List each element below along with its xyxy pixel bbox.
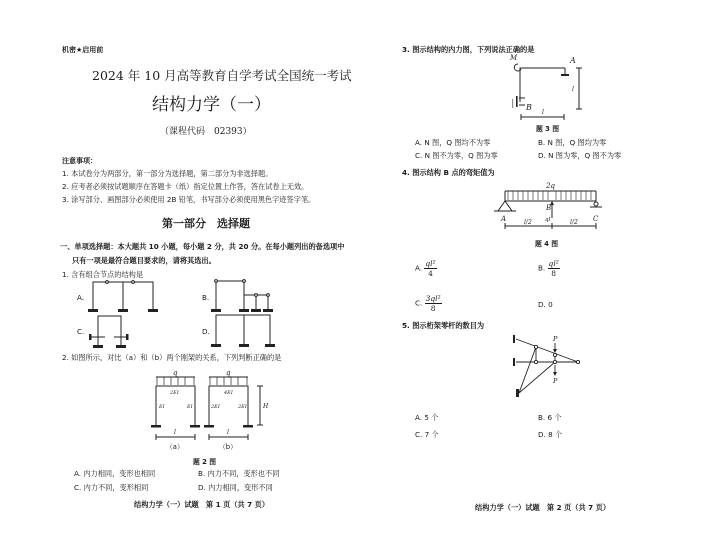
- q3-span: l: [542, 109, 544, 116]
- q2-caption: 题 2 图: [193, 458, 217, 466]
- page-2-footer: 结构力学（一）试题 第 2 页（共 7 页）: [475, 503, 611, 512]
- q3-caption: 题 3 图: [536, 125, 560, 133]
- q2-b-label: （b）: [219, 443, 237, 451]
- q2-b-height: H: [263, 403, 269, 410]
- q3-moment: M: [510, 54, 518, 62]
- course-code: （课程代码 02393）: [160, 127, 252, 137]
- q2-load-a: q: [173, 369, 178, 377]
- part-title: 第一部分 选择题: [162, 217, 250, 230]
- q5-option-c[interactable]: C. 7 个: [415, 430, 439, 439]
- q2-b-col-right: 2EI: [238, 404, 247, 410]
- option-label: B.: [538, 263, 546, 273]
- q4-load: 2q: [546, 182, 555, 190]
- q2-b-beam: 4EI: [224, 390, 233, 396]
- q3-stem: 3. 图示结构的内力图，下列说法正确的是: [402, 45, 535, 54]
- q2-a-label: （a）: [166, 443, 184, 451]
- q3-option-d[interactable]: D. N 图为零，Q 图不为零: [538, 151, 622, 160]
- fraction: $\frac{\text{3ql²}}{8}$: [425, 294, 441, 313]
- q5-stem: 5. 图示桁架零杆的数目为: [402, 321, 485, 330]
- q1-option-a[interactable]: A.: [77, 293, 85, 302]
- notice-item: 1. 本试卷分为两部分，第一部分为选择题，第二部分为非选择题。: [62, 169, 273, 178]
- notice-item: 2. 应考者必须按试题顺序在答题卡（纸）指定位置上作答，答在试卷上无效。: [62, 182, 309, 191]
- q2-a-span: l: [174, 429, 176, 436]
- q2-b-span: l: [227, 429, 229, 436]
- q3-option-b[interactable]: B. N 图，Q 图均为零: [538, 138, 607, 147]
- section-intro-cont: 只有一项是最符合题目要求的，请将其选出。: [72, 256, 216, 265]
- q1-option-b[interactable]: B.: [202, 293, 210, 302]
- q3-option-a[interactable]: A. N 图，Q 图均不为零: [415, 138, 491, 147]
- notice-item: 3. 涂写部分、画图部分必须使用 2B 铅笔，书写部分必须使用黑色字迹签字笔。: [62, 195, 316, 204]
- q5-option-a[interactable]: A. 5 个: [415, 413, 439, 422]
- q4-point-a: A: [501, 215, 507, 223]
- q4-caption: 题 4 图: [535, 240, 559, 248]
- q5-load-bottom: P: [553, 377, 558, 385]
- q2-a-col-left: EI: [159, 404, 165, 410]
- q1-option-c[interactable]: C.: [77, 327, 85, 336]
- page-1-footer: 结构力学（一）试题 第 1 页（共 7 页）: [134, 500, 270, 509]
- fraction: $\frac{\text{ql²}}{8}$: [548, 259, 559, 278]
- q4-point-b: B: [546, 204, 552, 212]
- section-intro: 一、单项选择题：本大题共 10 小题，每小题 2 分，共 20 分。在每小题列出的备选项中: [60, 242, 345, 251]
- q5-option-d[interactable]: D. 8 个: [538, 430, 563, 439]
- option-label: C.: [415, 298, 423, 308]
- q2-option-b[interactable]: B. 内力不同，变形也不同: [198, 469, 280, 478]
- q3-point-a: A: [570, 56, 576, 65]
- q4-stem: 4. 图示结构 B 点的弯矩值为: [402, 168, 495, 177]
- q2-stem: 2. 如图所示，对比（a）和（b）两个刚架的关系，下列判断正确的是: [62, 353, 282, 362]
- q2-a-beam: 2EI: [170, 390, 179, 396]
- option-value: 0: [548, 300, 553, 309]
- fraction: $\frac{\text{ql²}}{4}$: [425, 259, 436, 278]
- q4-point-c: C: [593, 215, 599, 223]
- q5-option-b[interactable]: B. 6 个: [538, 413, 562, 422]
- q2-option-c[interactable]: C. 内力不同，变形相同: [74, 483, 149, 492]
- q4-half-span-left: l/2: [524, 219, 532, 226]
- subject-title: 结构力学（一）: [152, 95, 271, 115]
- q2-b-col-left: 2EI: [211, 404, 220, 410]
- q1-stem: 1. 含有组合节点的结构是: [62, 270, 144, 279]
- q3-height: l: [572, 86, 574, 93]
- option-label: D.: [538, 300, 546, 309]
- q2-a-col-right: EI: [187, 404, 193, 410]
- q1-option-d[interactable]: D.: [202, 327, 210, 336]
- q5-load-top: P: [553, 335, 558, 343]
- q4-half-span-right: l/2: [570, 219, 578, 226]
- confidential-mark: 机密★启用前: [62, 46, 104, 54]
- notice-heading: 注意事项：: [62, 157, 97, 165]
- option-label: A.: [415, 263, 423, 273]
- q2-load-b: q: [226, 369, 231, 377]
- q2-option-d[interactable]: D. 内力相同，变形不同: [198, 483, 273, 492]
- q4-point-load: ql: [545, 217, 551, 223]
- q2-option-a[interactable]: A. 内力相同，变形也相同: [74, 469, 156, 478]
- q3-option-c[interactable]: C. N 图不为零，Q 图为零: [415, 151, 498, 160]
- q3-point-b: B: [526, 103, 532, 112]
- exam-title: 2024 年 10 月高等教育自学考试全国统一考试: [92, 68, 352, 83]
